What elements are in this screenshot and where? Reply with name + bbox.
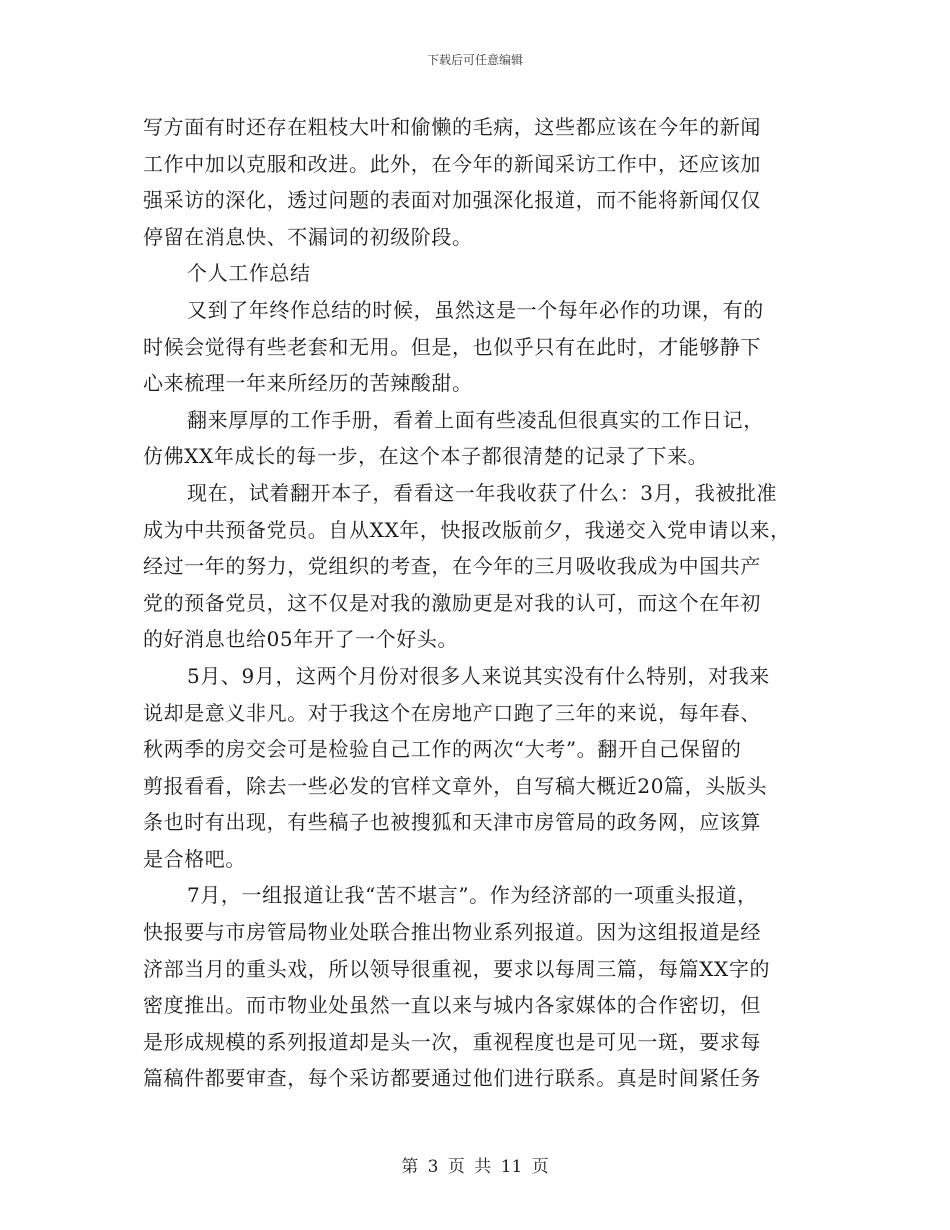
- text-line: 停留在消息快、不漏词的初级阶段。: [143, 224, 473, 249]
- text-line: 经过一年的努力，党组织的考查，在今年的三月吸收我成为中国共产: [143, 554, 761, 579]
- text-line: 7月，一组报道让我“苦不堪言”。作为经济部的一项重头报道，: [187, 883, 758, 908]
- text-line: 仿佛XX年成长的每一步，在这个本子都很清楚的记录了下来。: [143, 444, 709, 469]
- text-line: 剪报看看，除去一些必发的官样文章外，自写稿大概近20篇，头版头: [143, 773, 768, 798]
- page-header: 下载后可任意编辑: [426, 53, 523, 67]
- text-line: 5月、9月，这两个月份对很多人来说其实没有什么特别，对我来: [187, 663, 770, 688]
- text-line: 翻来厚厚的工作手册，看着上面有些凌乱但很真实的工作日记，: [187, 407, 764, 432]
- text-line: 的好消息也给05年开了一个好头。: [143, 627, 459, 652]
- text-line: 又到了年终作总结的时候，虽然这是一个每年必作的功课，有的: [187, 297, 764, 322]
- text-line: 说却是意义非凡。对于我这个在房地产口跑了三年的来说，每年春、: [143, 700, 761, 725]
- text-line: 秋两季的房交会可是检验自己工作的两次“大考”。翻开自己保留的: [143, 737, 742, 762]
- page-number-footer: 第 3 页 共 11 页: [401, 1157, 549, 1177]
- document-body: [143, 109, 823, 1097]
- text-line: 强采访的深化，透过问题的表面对加强深化报道，而不能将新闻仅仅: [143, 188, 761, 213]
- text-line: 是合格吧。: [143, 846, 246, 871]
- text-line: 济部当月的重头戏，所以领导很重视，要求以每周三篇，每篇XX字的: [143, 956, 771, 981]
- text-line: 现在，试着翻开本子，看看这一年我收获了什么：3月，我被批准: [187, 480, 778, 505]
- text-line: 条也时有出现，有些稿子也被搜狐和天津市房管局的政务网，应该算: [143, 810, 761, 835]
- text-line: 篇稿件都要审查，每个采访都要通过他们进行联系。真是时间紧任务: [143, 1066, 761, 1091]
- text-line: 心来梳理一年来所经历的苦辣酸甜。: [143, 371, 473, 396]
- text-line: 个人工作总结: [187, 261, 311, 286]
- text-line: 是形成规模的系列报道却是头一次，重视程度也是可见一斑，要求每: [143, 1029, 761, 1054]
- text-line: 党的预备党员，这不仅是对我的激励更是对我的认可，而这个在年初: [143, 590, 761, 615]
- text-line: 成为中共预备党员。自从XX年，快报改版前夕，我递交入党申请以来，: [143, 517, 791, 542]
- text-line: 写方面有时还存在粗枝大叶和偷懒的毛病，这些都应该在今年的新闻: [143, 115, 761, 139]
- text-line: 密度推出。而市物业处虽然一直以来与城内各家媒体的合作密切，但: [143, 993, 761, 1018]
- text-line: 时候会觉得有些老套和无用。但是，也似乎只有在此时，才能够静下: [143, 334, 761, 359]
- text-line: 工作中加以克服和改进。此外，在今年的新闻采访工作中，还应该加: [143, 151, 761, 176]
- text-line: 快报要与市房管局物业处联合推出物业系列报道。因为这组报道是经: [143, 920, 761, 945]
